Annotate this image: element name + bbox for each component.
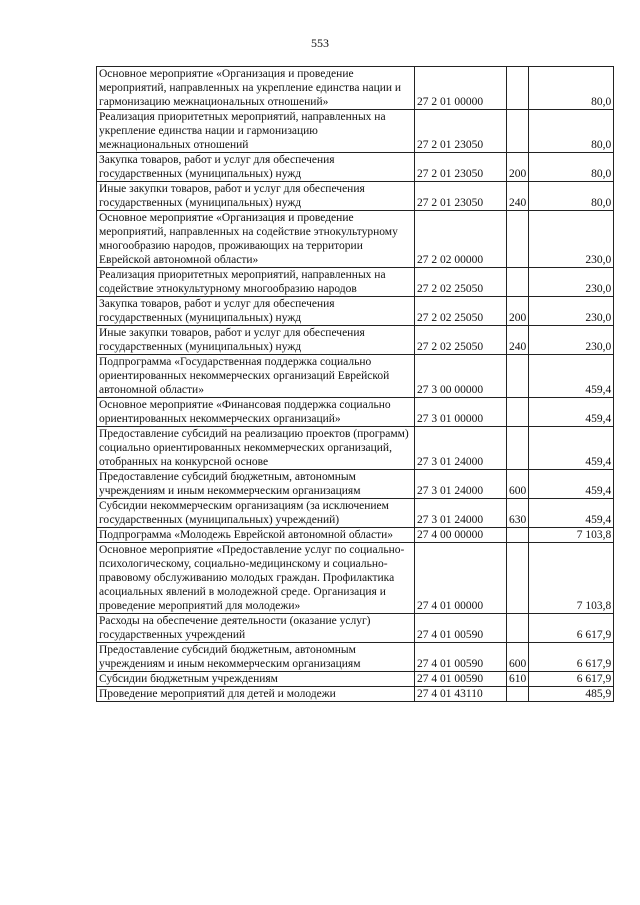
row-expense-type xyxy=(507,427,529,470)
row-amount: 80,0 xyxy=(529,110,614,153)
row-code: 27 4 01 00590 xyxy=(415,643,507,672)
row-name: Закупка товаров, работ и услуг для обеспечения государственных (муниципальных) нужд xyxy=(97,297,415,326)
row-expense-type: 610 xyxy=(507,672,529,687)
row-name: Реализация приоритетных мероприятий, направленных на содействие этнокультурному многообразию народов xyxy=(97,268,415,297)
row-name: Расходы на обеспечение деятельности (оказание услуг) государственных учреждений xyxy=(97,614,415,643)
row-amount: 485,9 xyxy=(529,687,614,702)
row-amount: 6 617,9 xyxy=(529,614,614,643)
row-amount: 80,0 xyxy=(529,67,614,110)
row-name: Реализация приоритетных мероприятий, направленных на укрепление единства нации и гармонизацию межнациональных отношений xyxy=(97,110,415,153)
table-row xyxy=(97,543,614,614)
row-code: 27 3 01 00000 xyxy=(415,398,507,427)
row-amount: 80,0 xyxy=(529,153,614,182)
table-row xyxy=(97,268,614,297)
row-code: 27 4 01 00590 xyxy=(415,614,507,643)
budget-table-body xyxy=(97,67,614,702)
table-row xyxy=(97,398,614,427)
row-code: 27 2 02 25050 xyxy=(415,268,507,297)
row-expense-type xyxy=(507,543,529,614)
row-name: Предоставление субсидий бюджетным, автономным учреждениям и иным некоммерческим организациям xyxy=(97,643,415,672)
row-amount: 7 103,8 xyxy=(529,528,614,543)
table-row xyxy=(97,687,614,702)
row-name: Иные закупки товаров, работ и услуг для обеспечения государственных (муниципальных) нужд xyxy=(97,182,415,211)
row-expense-type: 240 xyxy=(507,326,529,355)
row-expense-type xyxy=(507,398,529,427)
table-row xyxy=(97,211,614,268)
row-amount: 6 617,9 xyxy=(529,643,614,672)
row-code: 27 2 02 25050 xyxy=(415,297,507,326)
row-expense-type xyxy=(507,67,529,110)
row-code: 27 2 02 00000 xyxy=(415,211,507,268)
row-amount: 230,0 xyxy=(529,211,614,268)
row-expense-type: 240 xyxy=(507,182,529,211)
row-expense-type: 200 xyxy=(507,153,529,182)
row-code: 27 2 01 00000 xyxy=(415,67,507,110)
table-row xyxy=(97,643,614,672)
table-row xyxy=(97,672,614,687)
row-name: Основное мероприятие «Организация и проведение мероприятий, направленных на укрепление единства нации и гармонизацию межнациональных отношений» xyxy=(97,67,415,110)
table-row xyxy=(97,326,614,355)
table-row xyxy=(97,110,614,153)
row-name: Субсидии некоммерческим организациям (за исключением государственных (муниципальных) учреждений) xyxy=(97,499,415,528)
row-amount: 459,4 xyxy=(529,398,614,427)
table-row xyxy=(97,355,614,398)
table-row xyxy=(97,427,614,470)
row-code: 27 3 00 00000 xyxy=(415,355,507,398)
row-name: Иные закупки товаров, работ и услуг для обеспечения государственных (муниципальных) нужд xyxy=(97,326,415,355)
table-row xyxy=(97,528,614,543)
row-code: 27 2 02 25050 xyxy=(415,326,507,355)
row-code: 27 3 01 24000 xyxy=(415,427,507,470)
table-row xyxy=(97,614,614,643)
row-expense-type xyxy=(507,211,529,268)
row-expense-type xyxy=(507,268,529,297)
row-amount: 230,0 xyxy=(529,297,614,326)
row-name: Закупка товаров, работ и услуг для обеспечения государственных (муниципальных) нужд xyxy=(97,153,415,182)
row-name: Субсидии бюджетным учреждениям xyxy=(97,672,415,687)
row-name: Предоставление субсидий бюджетным, автономным учреждениям и иным некоммерческим организациям xyxy=(97,470,415,499)
row-amount: 230,0 xyxy=(529,268,614,297)
row-code: 27 3 01 24000 xyxy=(415,499,507,528)
row-expense-type xyxy=(507,687,529,702)
row-amount: 230,0 xyxy=(529,326,614,355)
row-amount: 80,0 xyxy=(529,182,614,211)
row-name: Предоставление субсидий на реализацию проектов (программ) социально ориентированных некоммерческих организаций, отобранных на конкурсной основе xyxy=(97,427,415,470)
row-amount: 459,4 xyxy=(529,427,614,470)
row-code: 27 4 00 00000 xyxy=(415,528,507,543)
row-expense-type xyxy=(507,355,529,398)
table-row xyxy=(97,499,614,528)
row-expense-type xyxy=(507,614,529,643)
row-name: Основное мероприятие «Финансовая поддержка социально ориентированных некоммерческих организаций» xyxy=(97,398,415,427)
table-row xyxy=(97,182,614,211)
row-code: 27 2 01 23050 xyxy=(415,110,507,153)
row-name: Подпрограмма «Молодежь Еврейской автономной области» xyxy=(97,528,415,543)
row-amount: 459,4 xyxy=(529,470,614,499)
page-number: 553 xyxy=(311,36,329,50)
row-code: 27 3 01 24000 xyxy=(415,470,507,499)
row-expense-type: 600 xyxy=(507,470,529,499)
row-name: Проведение мероприятий для детей и молодежи xyxy=(97,687,415,702)
row-code: 27 2 01 23050 xyxy=(415,153,507,182)
row-amount: 459,4 xyxy=(529,355,614,398)
table-row xyxy=(97,470,614,499)
row-code: 27 2 01 23050 xyxy=(415,182,507,211)
row-expense-type: 630 xyxy=(507,499,529,528)
row-amount: 459,4 xyxy=(529,499,614,528)
budget-table xyxy=(96,66,614,702)
row-amount: 6 617,9 xyxy=(529,672,614,687)
row-code: 27 4 01 00000 xyxy=(415,543,507,614)
row-expense-type: 600 xyxy=(507,643,529,672)
row-name: Основное мероприятие «Предоставление услуг по социально-психологическому, социально-медицинскому и социально-правовому обслуживанию молодых граждан. Профилактика асоциальных явлений в молодежной среде. Организация и проведение мероприятий для молодежи» xyxy=(97,543,415,614)
table-row xyxy=(97,67,614,110)
row-expense-type xyxy=(507,528,529,543)
table-row xyxy=(97,297,614,326)
row-name: Подпрограмма «Государственная поддержка социально ориентированных некоммерческих организаций Еврейской автономной области» xyxy=(97,355,415,398)
row-amount: 7 103,8 xyxy=(529,543,614,614)
row-expense-type xyxy=(507,110,529,153)
row-code: 27 4 01 00590 xyxy=(415,672,507,687)
row-name: Основное мероприятие «Организация и проведение мероприятий, направленных на содействие этнокультурному многообразию народов, проживающих на территории Еврейской автономной области» xyxy=(97,211,415,268)
row-expense-type: 200 xyxy=(507,297,529,326)
table-row xyxy=(97,153,614,182)
row-code: 27 4 01 43110 xyxy=(415,687,507,702)
